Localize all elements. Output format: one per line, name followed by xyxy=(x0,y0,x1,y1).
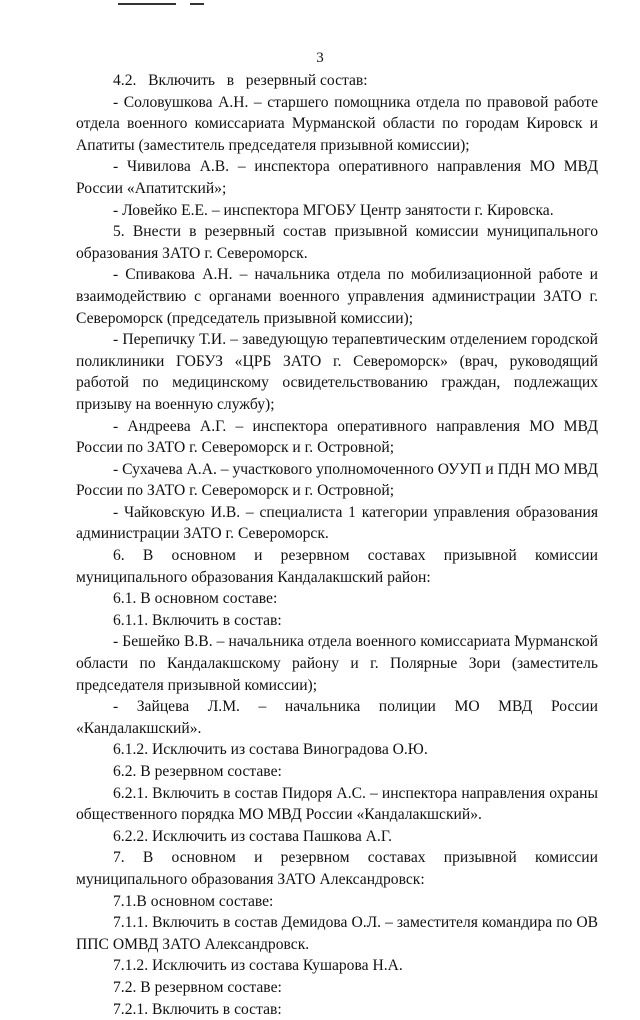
paragraph-7-1-2: 7.1.2. Исключить из состава Кушарова Н.А. xyxy=(113,957,403,975)
paragraph-6-2-1: 6.2.1. Включить в состав Пидоря А.С. – инспектора направления охраны общественного порядка МО МВД России «Кандалакшский». xyxy=(76,784,602,824)
paragraph-6-2-2: 6.2.2. Исключить из состава Пашкова А.Г. xyxy=(113,827,392,845)
paragraph-6: 6. В основном и резервном составах призывной комиссии муниципального образования Кандалакшский район: xyxy=(76,547,602,586)
paragraph-andreev: - Андреева А.Г. – инспектора оперативного направления МО МВД России по ЗАТО г. Североморск и г. Островной; xyxy=(76,417,602,457)
paragraph-7-1-1: 7.1.1. Включить в состав Демидова О.Л. – заместителя командира по ОВ ППС ОМВД ЗАТО Александровск. xyxy=(76,914,602,953)
page-number: 3 xyxy=(316,50,324,66)
paragraph-6-1: 6.1. В основном составе: xyxy=(113,590,278,608)
paragraph-7: 7. В основном и резервном составах призывной комиссии муниципального образования ЗАТО Александровск: xyxy=(76,849,602,888)
paragraph-7-2: 7.2. В резервном составе: xyxy=(113,978,282,996)
paragraph-zaytsev: - Зайцева Л.М. – начальника полиции МО МВД России «Кандалакшский». xyxy=(76,698,602,737)
paragraph-beshejko: - Бешейко В.В. – начальника отдела военного комиссариата Мурманской области по Кандалакшскому району и г. Полярные Зори (заместитель председателя призывной комиссии); xyxy=(76,633,602,694)
paragraph-6-2: 6.2. В резервном составе: xyxy=(113,763,282,780)
paragraph-4-2: 4.2. Включить в резервный состав: xyxy=(113,72,368,89)
paragraph-6-1-2: 6.1.2. Исключить из состава Виноградова О.Ю. xyxy=(113,741,428,759)
paragraph-6-1-1: 6.1.1. Включить в состав: xyxy=(113,611,282,629)
paragraph-chivilov: - Чивилова А.В. – инспектора оперативного направления МО МВД России «Апатитский»; xyxy=(76,158,602,197)
paragraph-7-2-1: 7.2.1. Включить в состав: xyxy=(113,1000,282,1018)
paragraph-spivakov: - Спивакова А.Н. – начальника отдела по мобилизационной работе и взаимодействию с органами военного управления администрации ЗАТО г. Североморск (председатель призывной комиссии); xyxy=(76,266,602,327)
top-edge-rule xyxy=(190,3,204,5)
document-body xyxy=(76,70,602,1020)
paragraph-loveyko: - Ловейко Е.Е. – инспектора МГОБУ Центр занятости г. Кировска. xyxy=(113,201,554,219)
paragraph-solovushkov: - Соловушкова А.Н. – старшего помощника отдела по правовой работе отдела военного комиссариата Мурманской области по городам Кировск и Апатиты (заместитель председателя призывной комиссии); xyxy=(76,93,602,154)
paragraph-5: 5. Внести в резервный состав призывной комиссии муниципального образования ЗАТО г. Североморск. xyxy=(76,223,602,262)
paragraph-chaykovskaya: - Чайковскую И.В. – специалиста 1 категории управления образования администрации ЗАТО г. Североморск. xyxy=(76,503,602,543)
paragraph-sukhachev: - Сухачева А.А. – участкового уполномоченного ОУУП и ПДН МО МВД России по ЗАТО г. Североморск и г. Островной; xyxy=(76,460,602,500)
paragraph-perepichka: - Перепичку Т.И. – заведующую терапевтическим отделением городской поликлиники ГОБУЗ «ЦРБ ЗАТО г. Североморск» (врач, руководящий работой по медицинскому освидетельствованию граждан, подлежащих призыву на военную службу); xyxy=(76,331,602,413)
top-edge-rule xyxy=(118,3,176,5)
paragraph-7-1: 7.1.В основном составе: xyxy=(113,892,274,910)
